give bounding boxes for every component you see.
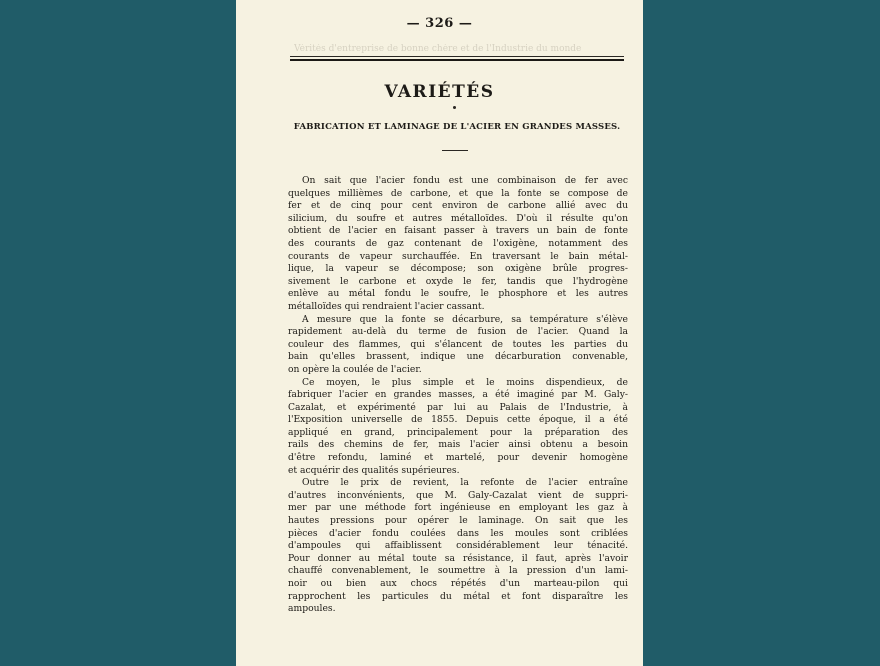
text-line: d'autres inconvénients, que M. Galy-Cazalat vient de suppri-: [288, 489, 628, 501]
text-line: fer et de cinq pour cent environ de carbone allié avec du: [288, 200, 628, 212]
text-line: Cazalat, et expérimenté par lui au Palais de l'Industrie, à: [288, 401, 628, 413]
text-line: quelques millièmes de carbone, et que la fonte se compose de: [288, 187, 628, 199]
text-line: fabriquer l'acier en grandes masses, a été imaginé par M. Galy-: [288, 389, 628, 401]
text-line: d'ampoules qui affaiblissent considérablement leur ténacité.: [288, 540, 628, 552]
text-line: Pour donner au métal toute sa résistance, il faut, après l'avoir: [288, 552, 628, 564]
text-line: rails des chemins de fer, mais l'acier ainsi obtenu a besoin: [288, 439, 628, 451]
article-body: [288, 175, 628, 616]
text-line: appliqué en grand, principalement pour la préparation des: [288, 426, 628, 438]
text-line: sivement le carbone et oxyde le fer, tandis que l'hydrogène: [288, 275, 628, 287]
text-line: A mesure que la fonte se décarbure, sa température s'élève: [302, 313, 628, 325]
text-line: on opère la coulée de l'acier.: [288, 363, 422, 375]
book-page: [236, 0, 643, 666]
text-line: enlève au métal fondu le soufre, le phosphore et les autres: [288, 288, 628, 300]
section-title: VARIÉTÉS: [384, 82, 495, 102]
text-line: courants de vapeur surchauffée. En traversant le bain métal-: [288, 250, 628, 262]
text-line: On sait que l'acier fondu est une combinaison de fer avec: [302, 175, 628, 186]
text-line: d'être refondu, laminé et martelé, pour devenir homogène: [288, 452, 628, 464]
text-line: des courants de gaz contenant de l'oxigène, notamment des: [288, 237, 628, 249]
text-line: rapidement au-delà du terme de fusion de l'acier. Quand la: [288, 326, 628, 338]
text-line: ampoules.: [288, 603, 336, 615]
text-line: bain qu'elles brassent, indique une décarburation convenable,: [288, 351, 628, 363]
article-title: FABRICATION ET LAMINAGE DE L'ACIER EN GRANDES MASSES.: [293, 122, 621, 132]
title-separator-rule: [442, 150, 468, 151]
header-rule-thick: [290, 59, 624, 61]
text-line: couleur des flammes, qui s'élancent de toutes les parties du: [288, 338, 628, 350]
text-line: Ce moyen, le plus simple et le moins dispendieux, de: [302, 376, 628, 388]
text-line: obtient de l'acier en faisant passer à travers un bain de fonte: [288, 225, 628, 237]
text-line: mer par une méthode fort ingénieuse en employant les gaz à: [288, 502, 628, 514]
text-line: noir ou bien aux chocs répétés d'un marteau-pilon qui: [288, 578, 628, 589]
text-line: rapprochent les particules du métal et font disparaître les: [288, 590, 628, 602]
page-number: — 326 —: [406, 16, 473, 31]
bleed-through-text: Vérités d'entreprise de bonne chère et de l'Industrie du monde: [294, 44, 582, 54]
title-ornament-dot: [453, 106, 456, 109]
text-line: l'Exposition universelle de 1855. Depuis cette époque, il a été: [288, 414, 628, 426]
text-line: Outre le prix de revient, la refonte de l'acier entraîne: [302, 477, 628, 489]
text-line: lique, la vapeur se décompose; son oxigène brûle progres-: [288, 263, 628, 275]
text-line: hautes pressions pour opérer le laminage. On sait que les: [288, 515, 628, 527]
text-line: chauffé convenablement, le soumettre à la pression d'un lami-: [288, 565, 628, 577]
text-line: et acquérir des qualités supérieures.: [288, 464, 460, 476]
text-line: silicium, du soufre et autres métalloïdes. D'où il résulte qu'on: [288, 212, 628, 224]
text-line: pièces d'acier fondu coulées dans les moules sont criblées: [288, 527, 628, 539]
text-line: métalloïdes qui rendraient l'acier cassant.: [288, 300, 485, 312]
header-rule-thin: [290, 56, 624, 57]
